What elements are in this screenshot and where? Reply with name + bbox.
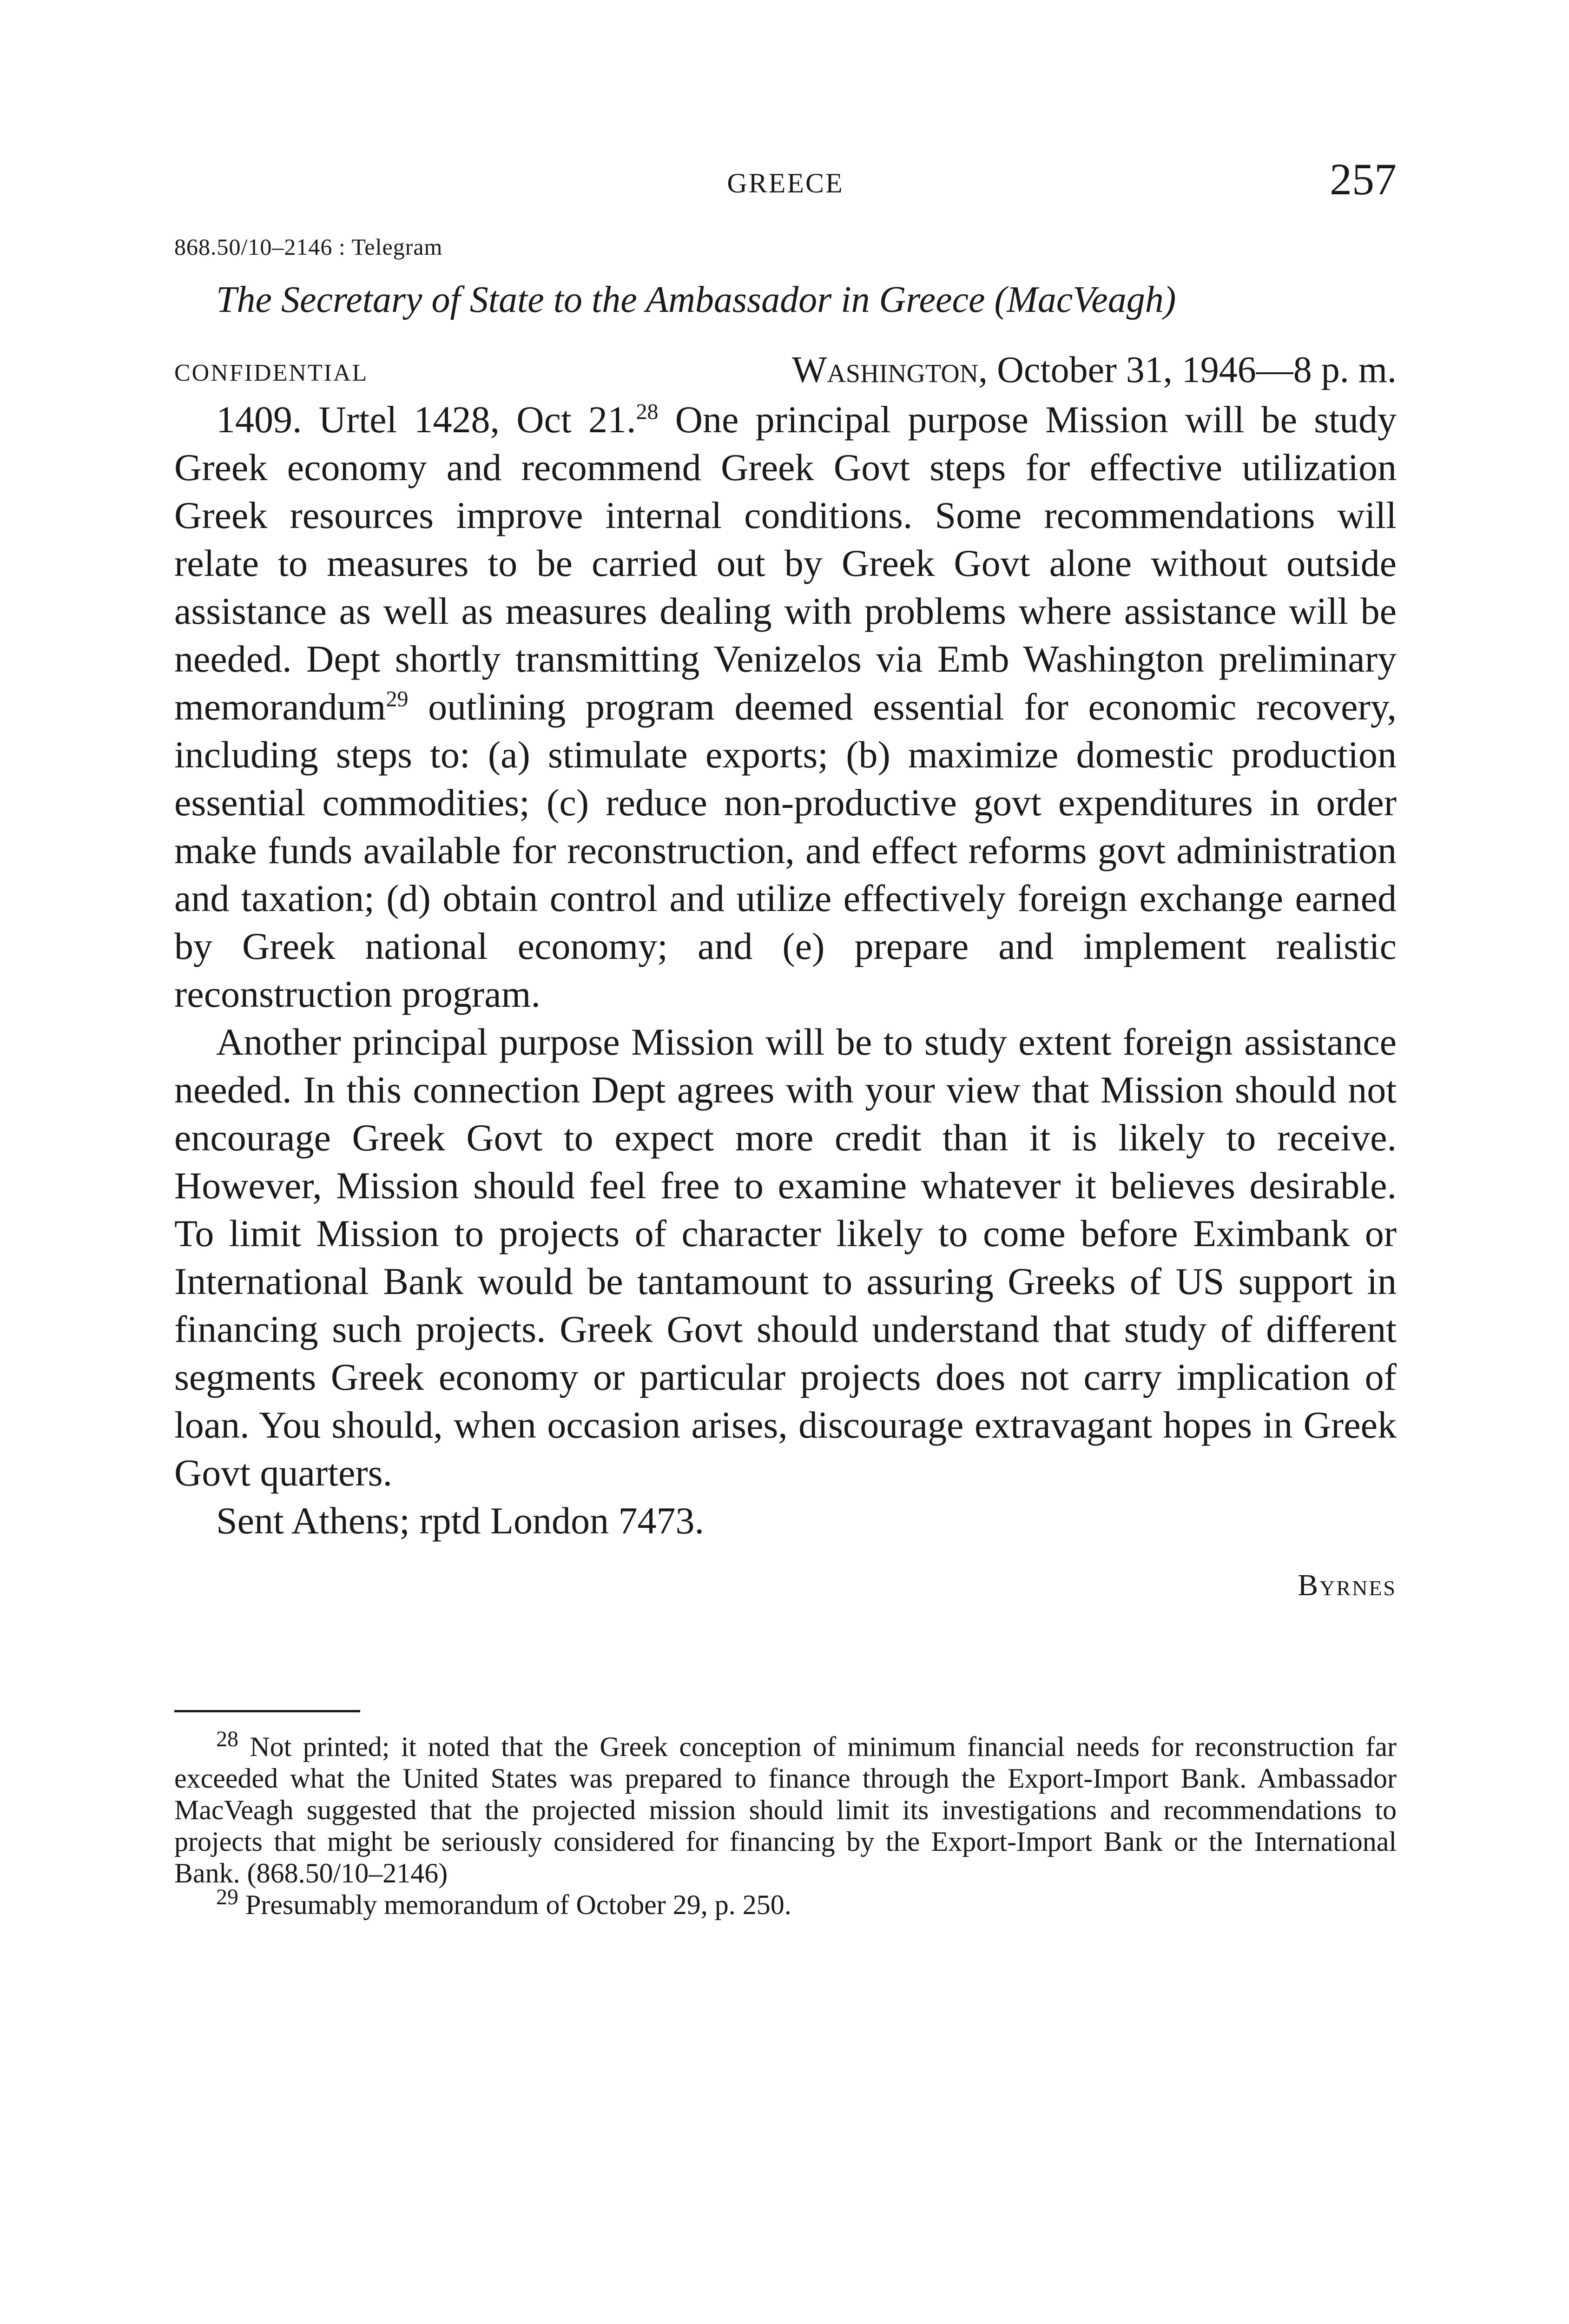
footnote-divider [174, 1710, 360, 1712]
footnote-29 [174, 1885, 1397, 1921]
paragraph-1-part-b: One principal purpose Mission will be study Greek economy and recommend Greek Govt steps for effective utilization Greek resources improve internal conditions. Some recommendations will relate to measures to be carried out by Greek Govt alone without outside assistance as well as measures dealing with problems where assistance will be needed. Dept shortly transmitting Venizelos via Emb Washington preliminary memorandum [174, 398, 1397, 728]
footnote-marker: 28 [216, 1727, 238, 1751]
running-head-title: GREECE [727, 168, 844, 198]
place-date [792, 349, 1397, 391]
classification-label: CONFIDENTIAL [174, 360, 369, 386]
page-number: 257 [1330, 154, 1397, 204]
footnote-marker: 29 [216, 1885, 238, 1909]
dateline [174, 349, 1397, 396]
footnote-ref-29: 29 [386, 687, 409, 712]
paragraph-3: Sent Athens; rptd London 7473. [216, 1499, 705, 1542]
footnote-text: Not printed; it noted that the Greek conception of minimum financial needs for reconstruction far exceeded what the United States was prepared to finance through the Export-Import Bank. Ambassador MacVeagh suggested that the projected mission should limit its investigations and recommendations to projects that might be seriously considered for financing by the Export-Import Bank or the International Bank. (868.50/10–2146) [174, 1731, 1397, 1888]
document-page [174, 153, 1397, 1921]
paragraph-2: Another principal purpose Mission will be to study extent foreign assistance needed. In this connection Dept agrees with your view that Mission should not encourage Greek Govt to expect more credit than it is likely to receive. However, Mission should feel free to examine whatever it believes desirable. To limit Mission to projects of character likely to come before Eximbank or International Bank would be tantamount to assuring Greeks of US support in financing such projects. Greek Govt should understand that study of different segments Greek economy or particular projects does not carry implication of loan. You should, when occasion arises, discourage extravagant hopes in Greek Govt quarters. [174, 1021, 1397, 1494]
file-reference: 868.50/10–2146 : Telegram [174, 234, 443, 260]
document-heading: The Secretary of State to the Ambassador in Greece (MacVeagh) [216, 279, 1176, 320]
footnote-28 [174, 1727, 1397, 1889]
paragraph-1 [174, 396, 1397, 1018]
paragraph-1-part-c: outlining program deemed essential for economic recovery, including steps to: (a) stimulate exports; (b) maximize domestic production essential commodities; (c) reduce non-productive govt expenditures in order make funds available for reconstruction, and effect reforms govt administration and taxation; (d) obtain control and utilize effectively foreign exchange earned by Greek national economy; and (e) prepare and implement realistic reconstruction program. [174, 686, 1397, 1015]
footnote-text: Presumably memorandum of October 29, p. 250. [238, 1889, 791, 1920]
paragraph-1-part-a: 1409. Urtel 1428, Oct 21. [216, 398, 636, 441]
footnote-ref-28: 28 [636, 399, 659, 424]
dateline-date: , October 31, 1946—8 p. m. [978, 350, 1397, 390]
footnotes [174, 1727, 1397, 1921]
signature: Byrnes [1298, 1568, 1397, 1602]
running-head [174, 153, 1397, 214]
telegram-body [174, 396, 1397, 1545]
dateline-place: Washington [791, 350, 979, 390]
